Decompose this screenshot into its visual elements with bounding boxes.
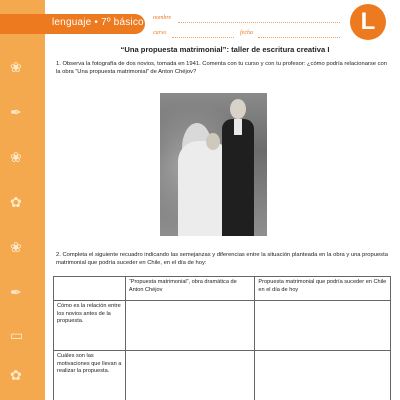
- answer-cell-chile-relation[interactable]: [255, 301, 391, 351]
- wedding-photo: [160, 93, 267, 236]
- groom-figure: [222, 119, 254, 236]
- question-1: 1. Observa la fotografía de dos novios, tomada en 1941. Comenta con tu curso y con tu profesor: ¿cómo podría relacionarse con la obra “Una propuesta matrimonial” de Anton Chéjov?: [56, 61, 387, 75]
- flower-icon: ✿: [10, 194, 22, 210]
- column-header-chile: Propuesta matrimonial que podría suceder en Chile en el día de hoy: [255, 277, 391, 301]
- table-row: [54, 351, 391, 400]
- table-header-row: [54, 277, 391, 301]
- date-field[interactable]: [258, 37, 340, 38]
- bride-head: [206, 133, 220, 150]
- swirl-icon: ❀: [10, 149, 22, 165]
- course-field[interactable]: [172, 37, 234, 38]
- date-label: fecha: [240, 30, 253, 36]
- flower-icon: ✿: [10, 367, 22, 383]
- column-header-chejov: “Propuesta matrimonial”, obra dramática de Anton Chéjov: [125, 277, 255, 301]
- subject-logo: L: [350, 4, 386, 40]
- name-field[interactable]: [178, 22, 340, 23]
- groom-head: [230, 99, 246, 119]
- groom-shirt: [234, 119, 242, 135]
- book-icon: ▭: [10, 327, 24, 343]
- quill-icon: ✒: [10, 284, 22, 300]
- course-label: curso: [153, 30, 167, 36]
- name-label: nombre: [153, 15, 172, 21]
- worksheet-title: “Una propuesta matrimonial”: taller de escritura creativa I: [120, 45, 330, 54]
- question-2: 2. Completa el siguiente recuadro indicando las semejanzas y diferencias entre la situación planteada en la obra y una propuesta matrimonial que podría suceder en Chile, en el día de hoy:: [56, 252, 388, 266]
- row-label-relation: Cómo es la relación entre los novios antes de la propuesta.: [54, 301, 126, 351]
- answer-cell-chejov-relation[interactable]: [125, 301, 255, 351]
- grade-level: 7º básico: [101, 17, 144, 28]
- answer-cell-chejov-motivations[interactable]: [125, 351, 255, 400]
- answer-cell-chile-motivations[interactable]: [255, 351, 391, 400]
- table-corner-cell: [54, 277, 126, 301]
- row-label-motivations: Cuáles son las motivaciones que llevan a realizar la propuesta.: [54, 351, 126, 400]
- swirl-icon: ❀: [10, 59, 22, 75]
- comparison-table: [53, 276, 391, 400]
- subject-name: lenguaje: [52, 17, 92, 28]
- subject-label: [52, 17, 144, 28]
- swirl-icon: ❀: [10, 239, 22, 255]
- worksheet-header: [0, 0, 400, 42]
- sidebar-decoration: [0, 0, 45, 400]
- subject-separator: •: [94, 17, 99, 28]
- table-row: [54, 301, 391, 351]
- quill-icon: ✒: [10, 104, 22, 120]
